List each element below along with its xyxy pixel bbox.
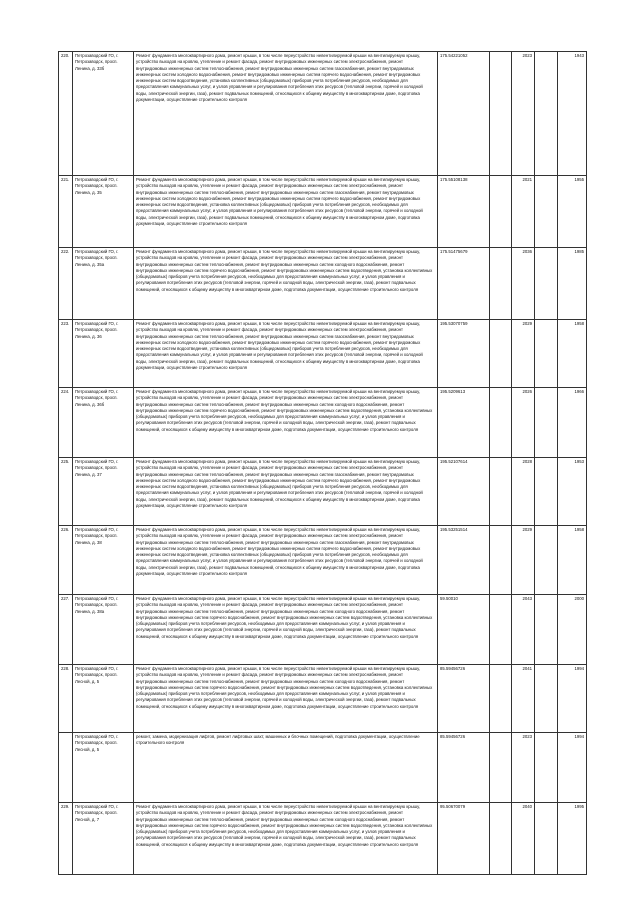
planned-year-cell: 2036 — [512, 248, 535, 320]
build-year-cell: 1985 — [558, 248, 587, 320]
table-row — [59, 248, 587, 320]
row-number-cell: 221. — [59, 176, 73, 248]
build-year-cell: 1994 — [558, 733, 587, 803]
address-cell: Петрозаводский ГО, г. Петрозаводск, просп. Ленина, д. 35 — [73, 176, 134, 248]
works-description-cell: Ремонт фундамента многоквартирного дома, ремонт крыши, в том числе переустройство невентилируемой крыши на вентилируемую крышу, устройство выходов на кровлю, утепление и ремонт фасада, ремонт внутридомовых инженерных систем электроснабжения, ремонт внутридомовых инженерных систем теплоснабжения, ремонт внутридомовых инженерных систем холодного водоснабжения, ремонт внутридомовых инженерных систем горячего водоснабжения, ремонт внутридомовых инженерных систем водоотведения, установка коллективных (общедомовых) приборов учета потребления ресурсов, необходимых для предоставления коммунальных услуг, и узлов управления и регулирования потребления этих ресурсов (тепловой энергии, горячей и холодной воды, электрической энергии, газа), ремонт подвальных помещений, относящихся к общему имуществу в многоквартирном доме, подготовка документации, осуществление строительного контроля — [134, 595, 438, 665]
works-description-cell: Ремонт фундамента многоквартирного дома, ремонт крыши, в том числе переустройство невентилируемой крыши на вентилируемую крышу, устройство выходов на кровлю, утепление и ремонт фасада, ремонт внутридомовых инженерных систем электроснабжения, ремонт внутридомовых инженерных систем теплоснабжения, ремонт внутридомовых инженерных систем холодного водоснабжения, ремонт внутридомовых инженерных систем горячего водоснабжения, ремонт внутридомовых инженерных систем водоотведения, установка коллективных (общедомовых) приборов учета потребления ресурсов, необходимых для предоставления коммунальных услуг, и узлов управления и регулирования потребления этих ресурсов (тепловой энергии, горячей и холодной воды, электрической энергии, газа), ремонт подвальных помещений, относящихся к общему имуществу в многоквартирном доме, подготовка документации, осуществление строительного контроля — [134, 803, 438, 875]
table-row — [59, 320, 587, 388]
works-description-cell: ремонт, замена, модернизация лифтов, ремонт лифтовых шахт, машинных и блочных помещений, подготовка документации, осуществление строительного контроля — [134, 733, 438, 803]
cost-cell: 95.50670079 — [438, 803, 490, 875]
build-year-cell: 1943 — [558, 52, 587, 176]
address-cell: Петрозаводский ГО, г. Петрозаводск, просп. Лесной, д. 5 — [73, 733, 134, 803]
address-cell: Петрозаводский ГО, г. Петрозаводск, просп. Ленина, д. 36 — [73, 320, 134, 388]
works-description-cell: Ремонт фундамента многоквартирного дома, ремонт крыши, в том числе переустройство невентилируемой крыши на вентилируемую крышу, устройство выходов на кровлю, утепление и ремонт фасада, ремонт внутридомовых инженерных систем электроснабжения, ремонт внутридомовых инженерных систем теплоснабжения, ремонт внутридомовых инженерных систем газоснабжения, ремонт внутридомовых инженерных систем холодного водоснабжения, ремонт внутридомовых инженерных систем горячего водоснабжения, ремонт внутридомовых инженерных систем водоотведения, установка коллективных (общедомовых) приборов учета потребления ресурсов, необходимых для предоставления коммунальных услуг, и узлов управления и регулирования потребления этих ресурсов (тепловой энергии, горячей и холодной воды, электрической энергии, газа), ремонт подвальных помещений, относящихся к общему имуществу в многоквартирном доме, подготовка документации, осуществление строительного контроля — [134, 526, 438, 595]
planned-year-cell: 2023 — [512, 733, 535, 803]
build-year-cell: 1955 — [558, 176, 587, 248]
planned-year-cell: 2043 — [512, 595, 535, 665]
empty-cell — [490, 665, 512, 733]
table-row — [59, 458, 587, 526]
address-cell: Петрозаводский ГО, г. Петрозаводск, просп. Ленина, д. 36б — [73, 388, 134, 458]
empty-cell — [535, 320, 558, 388]
row-number-cell: 220. — [59, 52, 73, 176]
empty-cell — [535, 248, 558, 320]
table-row — [59, 52, 587, 176]
table-row — [59, 665, 587, 733]
planned-year-cell: 2040 — [512, 803, 535, 875]
works-description-cell: Ремонт фундамента многоквартирного дома, ремонт крыши, в том числе переустройство невентилируемой крыши на вентилируемую крышу, устройство выходов на кровлю, утепление и ремонт фасада, ремонт внутридомовых инженерных систем электроснабжения, ремонт внутридомовых инженерных систем теплоснабжения, ремонт внутридомовых инженерных систем газоснабжения, ремонт внутридомовых инженерных систем холодного водоснабжения, ремонт внутридомовых инженерных систем горячего водоснабжения, ремонт внутридомовых инженерных систем водоотведения, установка коллективных (общедомовых) приборов учета потребления ресурсов, необходимых для предоставления коммунальных услуг, и узлов управления и регулирования потребления этих ресурсов (тепловой энергии, горячей и холодной воды, электрической энергии, газа), ремонт подвальных помещений, относящихся к общему имуществу в многоквартирном доме, подготовка документации, осуществление строительного контроля — [134, 176, 438, 248]
table-row — [59, 803, 587, 875]
empty-cell — [535, 176, 558, 248]
build-year-cell: 1966 — [558, 388, 587, 458]
row-number-cell: 227. — [59, 595, 73, 665]
empty-cell — [535, 52, 558, 176]
build-year-cell: 1995 — [558, 803, 587, 875]
build-year-cell: 2000 — [558, 595, 587, 665]
row-number-cell: 223. — [59, 320, 73, 388]
cost-cell: 85.59456726 — [438, 665, 490, 733]
cost-cell: 85.59456726 — [438, 733, 490, 803]
cost-cell: 195.53070759 — [438, 320, 490, 388]
table-row — [59, 526, 587, 595]
build-year-cell: 1958 — [558, 526, 587, 595]
planned-year-cell: 2023 — [512, 52, 535, 176]
cost-cell: 175.51475679 — [438, 248, 490, 320]
row-number-cell: 226. — [59, 526, 73, 595]
cost-cell: 59.50010 — [438, 595, 490, 665]
table-row — [59, 733, 587, 803]
works-description-cell: Ремонт фундамента многоквартирного дома, ремонт крыши, в том числе переустройство невентилируемой крыши на вентилируемую крышу, устройство выходов на кровлю, утепление и ремонт фасада, ремонт внутридомовых инженерных систем электроснабжения, ремонт внутридомовых инженерных систем теплоснабжения, ремонт внутридомовых инженерных систем газоснабжения, ремонт внутридомовых инженерных систем холодного водоснабжения, ремонт внутридомовых инженерных систем горячего водоснабжения, ремонт внутридомовых инженерных систем водоотведения, установка коллективных (общедомовых) приборов учета потребления ресурсов, необходимых для предоставления коммунальных услуг, и узлов управления и регулирования потребления этих ресурсов (тепловой энергии, горячей и холодной воды, электрической энергии, газа), ремонт подвальных помещений, относящихся к общему имуществу в многоквартирном доме, подготовка документации, осуществление строительного контроля — [134, 52, 438, 176]
empty-cell — [535, 458, 558, 526]
build-year-cell: 1953 — [558, 458, 587, 526]
empty-cell — [535, 388, 558, 458]
table-row — [59, 388, 587, 458]
empty-cell — [490, 176, 512, 248]
row-number-cell: 224. — [59, 388, 73, 458]
cost-cell: 195.5209613 — [438, 388, 490, 458]
empty-cell — [535, 733, 558, 803]
address-cell: Петрозаводский ГО, г. Петрозаводск, просп. Ленина, д. 37 — [73, 458, 134, 526]
planned-year-cell: 2026 — [512, 388, 535, 458]
empty-cell — [535, 803, 558, 875]
cost-cell: 175.54221052 — [438, 52, 490, 176]
planned-year-cell: 2021 — [512, 176, 535, 248]
row-number-cell: 229. — [59, 803, 73, 875]
works-description-cell: Ремонт фундамента многоквартирного дома, ремонт крыши, в том числе переустройство невентилируемой крыши на вентилируемую крышу, устройство выходов на кровлю, утепление и ремонт фасада, ремонт внутридомовых инженерных систем электроснабжения, ремонт внутридомовых инженерных систем теплоснабжения, ремонт внутридомовых инженерных систем холодного водоснабжения, ремонт внутридомовых инженерных систем горячего водоснабжения, ремонт внутридомовых инженерных систем водоотведения, установка коллективных (общедомовых) приборов учета потребления ресурсов, необходимых для предоставления коммунальных услуг, и узлов управления и регулирования потребления этих ресурсов (тепловой энергии, горячей и холодной воды, электрической энергии, газа), ремонт подвальных помещений, относящихся к общему имуществу в многоквартирном доме, подготовка документации, осуществление строительного контроля — [134, 665, 438, 733]
empty-cell — [490, 320, 512, 388]
address-cell: Петрозаводский ГО, г. Петрозаводск, просп. Ленина, д. 33б — [73, 52, 134, 176]
address-cell: Петрозаводский ГО, г. Петрозаводск, просп. Ленина, д. 38 — [73, 526, 134, 595]
address-cell: Петрозаводский ГО, г. Петрозаводск, просп. Лесной, д. 5 — [73, 665, 134, 733]
empty-cell — [535, 595, 558, 665]
table-row — [59, 595, 587, 665]
empty-cell — [490, 248, 512, 320]
works-description-cell: Ремонт фундамента многоквартирного дома, ремонт крыши, в том числе переустройство невентилируемой крыши на вентилируемую крышу, устройство выходов на кровлю, утепление и ремонт фасада, ремонт внутридомовых инженерных систем электроснабжения, ремонт внутридомовых инженерных систем теплоснабжения, ремонт внутридомовых инженерных систем газоснабжения, ремонт внутридомовых инженерных систем холодного водоснабжения, ремонт внутридомовых инженерных систем горячего водоснабжения, ремонт внутридомовых инженерных систем водоотведения, установка коллективных (общедомовых) приборов учета потребления ресурсов, необходимых для предоставления коммунальных услуг, и узлов управления и регулирования потребления этих ресурсов (тепловой энергии, горячей и холодной воды, электрической энергии, газа), ремонт подвальных помещений, относящихся к общему имуществу в многоквартирном доме, подготовка документации, осуществление строительного контроля — [134, 458, 438, 526]
empty-cell — [490, 595, 512, 665]
empty-cell — [490, 458, 512, 526]
works-description-cell: Ремонт фундамента многоквартирного дома, ремонт крыши, в том числе переустройство невентилируемой крыши на вентилируемую крышу, устройство выходов на кровлю, утепление и ремонт фасада, ремонт внутридомовых инженерных систем электроснабжения, ремонт внутридомовых инженерных систем теплоснабжения, ремонт внутридомовых инженерных систем газоснабжения, ремонт внутридомовых инженерных систем холодного водоснабжения, ремонт внутридомовых инженерных систем горячего водоснабжения, ремонт внутридомовых инженерных систем водоотведения, установка коллективных (общедомовых) приборов учета потребления ресурсов, необходимых для предоставления коммунальных услуг, и узлов управления и регулирования потребления этих ресурсов (тепловой энергии, горячей и холодной воды, электрической энергии, газа), ремонт подвальных помещений, относящихся к общему имуществу в многоквартирном доме, подготовка документации, осуществление строительного контроля — [134, 320, 438, 388]
row-number-cell: 225. — [59, 458, 73, 526]
empty-cell — [535, 526, 558, 595]
planned-year-cell: 2029 — [512, 320, 535, 388]
address-cell: Петрозаводский ГО, г. Петрозаводск, просп. Ленина, д. 35а — [73, 248, 134, 320]
address-cell: Петрозаводский ГО, г. Петрозаводск, просп. Ленина, д. 38а — [73, 595, 134, 665]
planned-year-cell: 2028 — [512, 458, 535, 526]
capital-repair-table — [58, 51, 587, 875]
empty-cell — [535, 665, 558, 733]
empty-cell — [490, 733, 512, 803]
address-cell: Петрозаводский ГО, г. Петрозаводск, просп. Лесной, д. 7 — [73, 803, 134, 875]
works-description-cell: Ремонт фундамента многоквартирного дома, ремонт крыши, в том числе переустройство невентилируемой крыши на вентилируемую крышу, устройство выходов на кровлю, утепление и ремонт фасада, ремонт внутридомовых инженерных систем электроснабжения, ремонт внутридомовых инженерных систем теплоснабжения, ремонт внутридомовых инженерных систем холодного водоснабжения, ремонт внутридомовых инженерных систем горячего водоснабжения, ремонт внутридомовых инженерных систем водоотведения, установка коллективных (общедомовых) приборов учета потребления ресурсов, необходимых для предоставления коммунальных услуг, и узлов управления и регулирования потребления этих ресурсов (тепловой энергии, горячей и холодной воды, электрической энергии, газа), ремонт подвальных помещений, относящихся к общему имуществу в многоквартирном доме, подготовка документации, осуществление строительного контроля — [134, 248, 438, 320]
build-year-cell: 1994 — [558, 665, 587, 733]
row-number-cell — [59, 733, 73, 803]
table-row — [59, 176, 587, 248]
empty-cell — [490, 803, 512, 875]
cost-cell: 195.53251514 — [438, 526, 490, 595]
works-description-cell: Ремонт фундамента многоквартирного дома, ремонт крыши, в том числе переустройство невентилируемой крыши на вентилируемую крышу, устройство выходов на кровлю, утепление и ремонт фасада, ремонт внутридомовых инженерных систем электроснабжения, ремонт внутридомовых инженерных систем теплоснабжения, ремонт внутридомовых инженерных систем холодного водоснабжения, ремонт внутридомовых инженерных систем горячего водоснабжения, ремонт внутридомовых инженерных систем водоотведения, установка коллективных (общедомовых) приборов учета потребления ресурсов, необходимых для предоставления коммунальных услуг, и узлов управления и регулирования потребления этих ресурсов (тепловой энергии, горячей и холодной воды, электрической энергии, газа), ремонт подвальных помещений, относящихся к общему имуществу в многоквартирном доме, подготовка документации, осуществление строительного контроля — [134, 388, 438, 458]
empty-cell — [490, 526, 512, 595]
row-number-cell: 222. — [59, 248, 73, 320]
table-body — [59, 52, 587, 875]
build-year-cell: 1958 — [558, 320, 587, 388]
planned-year-cell: 2041 — [512, 665, 535, 733]
empty-cell — [490, 388, 512, 458]
cost-cell: 175.55108138 — [438, 176, 490, 248]
empty-cell — [490, 52, 512, 176]
planned-year-cell: 2029 — [512, 526, 535, 595]
cost-cell: 195.52107614 — [438, 458, 490, 526]
row-number-cell: 228. — [59, 665, 73, 733]
